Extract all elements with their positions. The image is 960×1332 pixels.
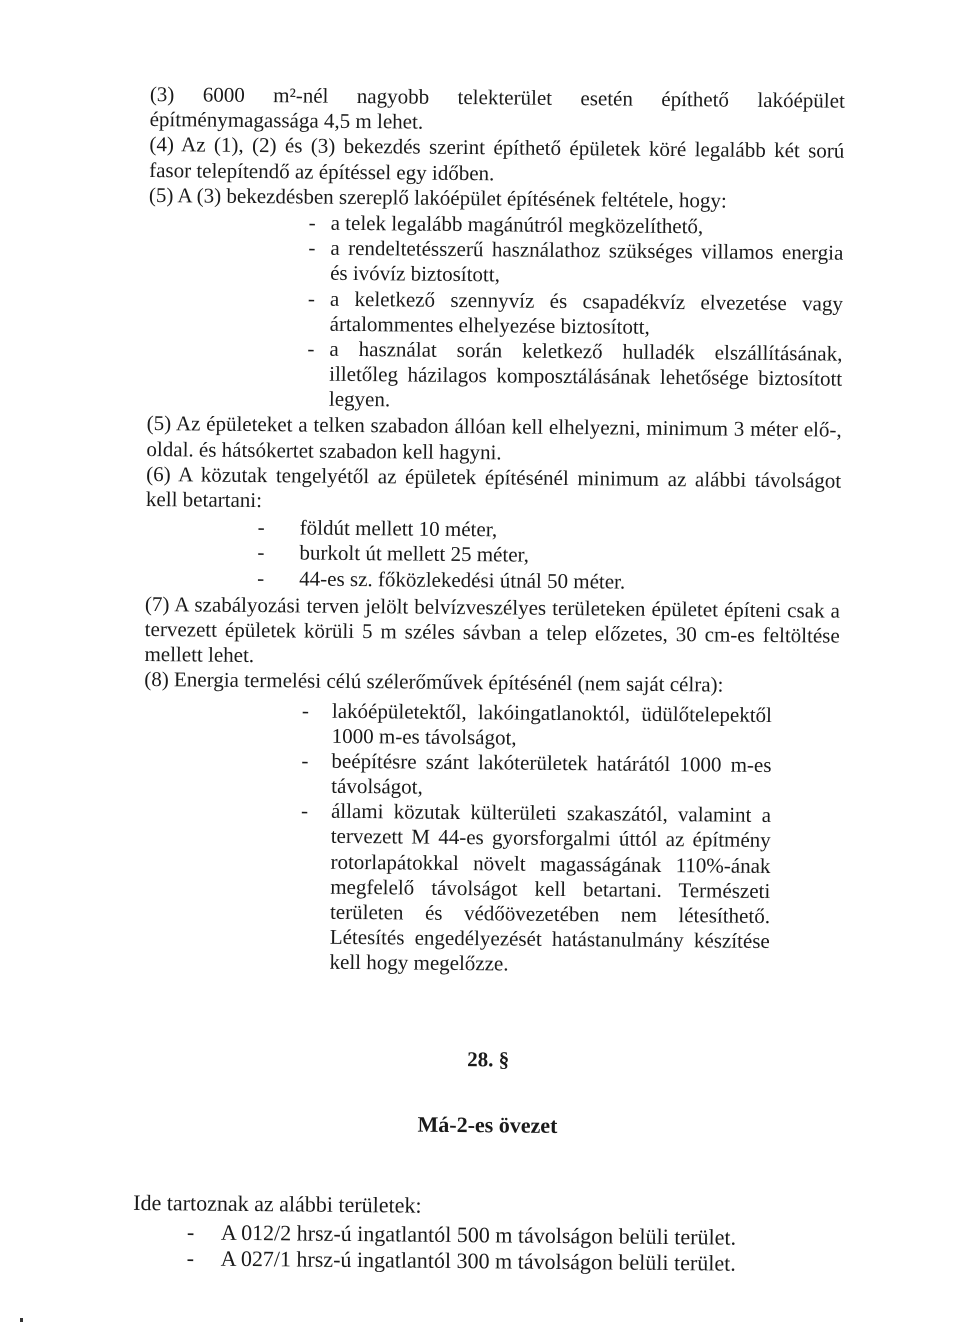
document-body [133, 82, 845, 1278]
paragraph-7: (7) A szabályozási terven jelölt belvízveszélyes területeken épületet építeni csak a tervezett épületek körüli 5 m széles sávban a telep előzetes, 30 cm-es feltöltése mellett lehet. [144, 591, 841, 668]
paragraph-3: (3) 6000 m²-nél nagyobb telekterület esetén építhető lakóépület építménymagassága 4,5 m lehet. [149, 82, 845, 134]
list-item: - beépítésre szánt lakóterületek határától 1000 m-es távolságot, [301, 748, 772, 799]
section-title: Má-2-es övezet [417, 1111, 558, 1138]
list-item: - a telek legalább magánútról megközelíthető, [308, 210, 704, 239]
paragraph-4: (4) Az (1), (2) és (3) bekezdés szerint építhető épületek köré legalább két sorú fasor telepítendő az építéssel egy időben. [149, 132, 845, 185]
list-item: - a használat során keletkező hulladék elszállításának, illetőleg házilagos komposztálásának lehetősége biztosított legyen. [307, 336, 843, 412]
list-item: - burkolt út mellett 25 méter, [257, 540, 530, 568]
list-item: - a keletkező szennyvíz és csapadékvíz elvezetése vagy ártalommentes elhelyezése biztosított, [307, 286, 844, 339]
section-number: 28. § [467, 1046, 510, 1072]
list-item: - állami közutak külterületi szakaszától, valamint a tervezett M 44-es gyorsforgalmi úttól az építmény rotorlapátokkal növelt magasságának 110%-ának megfelelő távolságot kell betartani. Természeti területen és védőövezetében nem létesíthető. Létesítés engedélyezését hatástanulmány készítése kell hogy megelőzze. [300, 798, 772, 976]
list-item: - a rendeltetésszerű használathoz szükséges villamos energia és ivóvíz biztosított, [308, 235, 844, 287]
paragraph-6-distance-list [257, 515, 841, 596]
paragraph-6: (6) A közutak tengelyétől az épületek építésénél minimum az alábbi távolságot kell betartani: [145, 461, 842, 513]
paragraph-8: (8) Energia termelési célú szélerőművek építésénél (nem saját célra): [144, 667, 724, 697]
paragraph-5-conditions-list [307, 210, 844, 417]
list-item: - lakóépületektől, lakóingatlanoktól, üdülőtelepektől 1000 m-es távolságot, [301, 697, 773, 750]
scan-speck [20, 1318, 23, 1322]
area-list [187, 1219, 834, 1278]
intro-text: Ide tartoznak az alábbi területek: [133, 1190, 422, 1218]
paragraph-8-wind-turbine-list [299, 698, 772, 980]
paragraph-5: (5) A (3) bekezdésben szereplő lakóépület építésének feltétele, hogy: [148, 182, 727, 213]
list-item: - 44-es sz. főközlekedési útnál 50 méter. [257, 565, 626, 594]
list-item: - A 027/1 hrsz-ú ingatlantól 300 m távolságon belüli terület. [186, 1245, 736, 1276]
paragraph-5b: (5) Az épületeket a telken szabadon állóan kell elhelyezni, minimum 3 méter elő-, oldal. és hátsókertet szabadon kell hagyni. [146, 411, 842, 465]
list-item: - földút mellett 10 méter, [257, 515, 498, 542]
list-item: - A 012/2 hrsz-ú ingatlantól 500 m távolságon belüli terület. [186, 1218, 737, 1250]
